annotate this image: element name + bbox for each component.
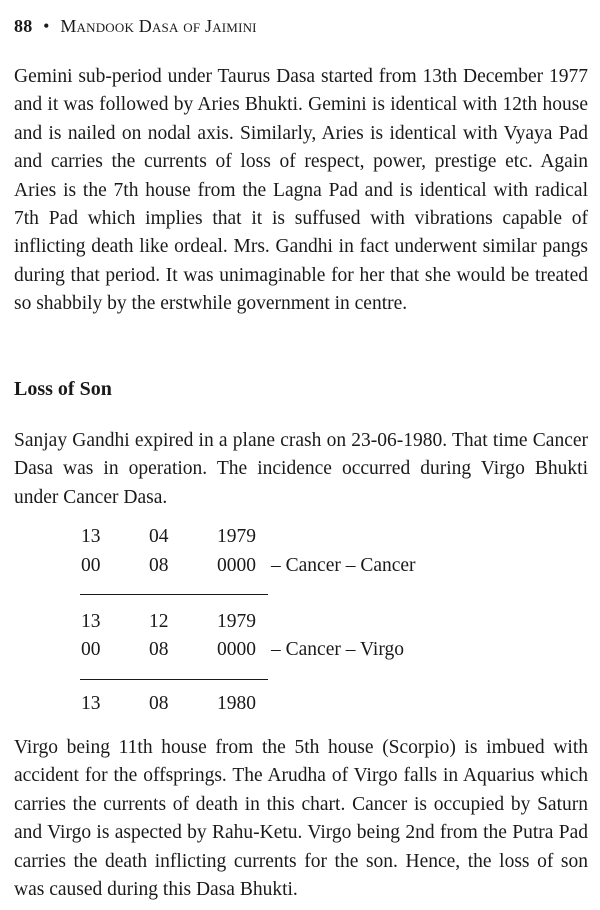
calc-month: 08 bbox=[149, 639, 169, 660]
paragraph-gemini-subperiod: Gemini sub-period under Taurus Dasa started from 13th December 1977 and it was followed by Aries Bhukti. Gemini is identical with 12th house and is nailed on nodal axis. Similarly, Aries is identical with Vyaya Pad and carries the currents of loss of respect, power, prestige etc. Again Aries is the 7th house from the Lagna Pad and is identical with radical 7th Pad which implies that it is suffused with vibrations capable of inflicting death like ordeal. Mrs. Gandhi in fact underwent similar pangs during that period. It was unimaginable for her that she would be treated so shabbily by the erstwhile government in centre. bbox=[14, 66, 588, 315]
paragraph-virgo-analysis: Virgo being 11th house from the 5th house (Scorpio) is imbued with accident for the offsprings. The Arudha of Virgo falls in Aquarius which carries the currents of death in this chart. Cancer is occupied by Saturn and Virgo is aspected by Rahu-Ketu. Virgo being 2nd from the Putra Pad carries the death inflicting currents for the son. Hence, the loss of son was caused during this Dasa Bhukti. bbox=[14, 737, 588, 901]
calc-year: 0000 bbox=[217, 639, 256, 660]
calc-year: 1979 bbox=[217, 611, 256, 632]
calc-day: 13 bbox=[81, 611, 101, 632]
calc-month: 04 bbox=[149, 526, 169, 547]
calc-day: 13 bbox=[81, 693, 101, 714]
sum-rule bbox=[80, 679, 268, 680]
section-heading: Loss of Son bbox=[14, 378, 112, 400]
header-separator: • bbox=[43, 16, 50, 36]
calc-day: 13 bbox=[81, 526, 101, 547]
calc-month: 12 bbox=[149, 611, 169, 632]
page-number: 88 bbox=[14, 16, 33, 36]
calc-year: 1980 bbox=[217, 693, 256, 714]
book-title: Mandook Dasa of Jaimini bbox=[60, 16, 257, 36]
sum-rule bbox=[80, 594, 268, 595]
calc-day: 00 bbox=[81, 555, 101, 576]
calc-day: 00 bbox=[81, 639, 101, 660]
running-header bbox=[14, 16, 257, 37]
paragraph-sanjay-gandhi: Sanjay Gandhi expired in a plane crash on 23-06-1980. That time Cancer Dasa was in operation. The incidence occurred during Virgo Bhukti under Cancer Dasa. bbox=[14, 430, 588, 508]
calc-year: 0000 bbox=[217, 555, 256, 576]
calc-month: 08 bbox=[149, 693, 169, 714]
calc-year: 1979 bbox=[217, 526, 256, 547]
calc-month: 08 bbox=[149, 555, 169, 576]
calc-label: – Cancer – Cancer bbox=[271, 555, 416, 576]
calc-label: – Cancer – Virgo bbox=[271, 639, 404, 660]
